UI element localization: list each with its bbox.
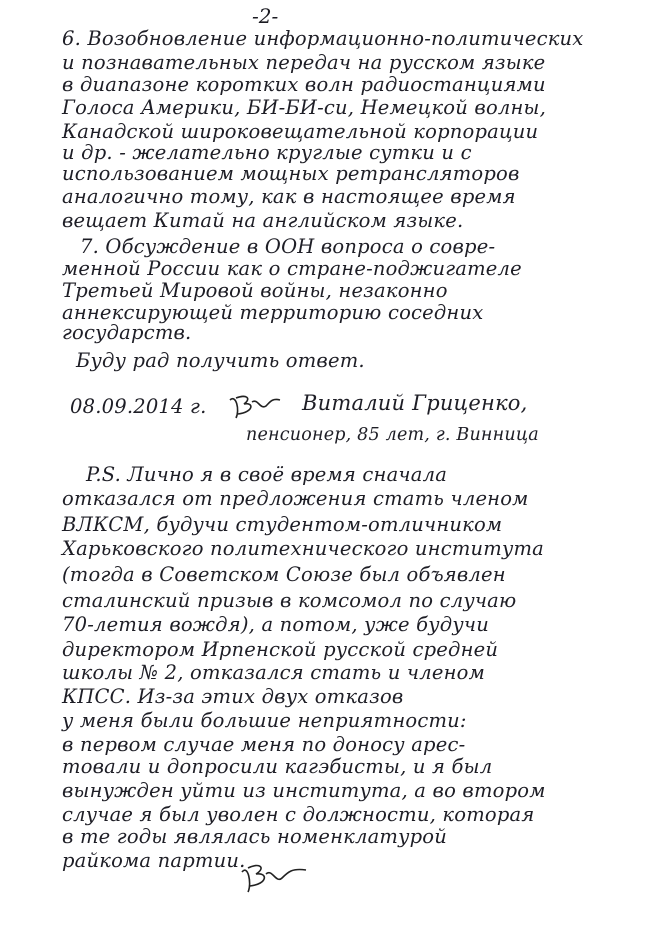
closing-line: Буду рад получить ответ. <box>76 349 365 372</box>
item-6-line: вещает Китай на английском языке. <box>62 209 464 232</box>
signature-bottom <box>236 856 310 896</box>
item-6-line: 6. Возобновление информационно-политических <box>62 27 584 50</box>
item-6-line: Канадской широковещательной корпорации <box>62 120 539 143</box>
item-7-line: Третьей Мировой войны, незаконно <box>62 279 448 302</box>
postscript-line: P.S. Лично я в своё время сначала <box>86 463 448 486</box>
author-name: Виталий Гриценко, <box>302 391 528 415</box>
postscript-line: (тогда в Советском Союзе был объявлен <box>62 563 506 586</box>
postscript-line: товали и допросили кагэбисты, и я был <box>62 755 493 778</box>
postscript-line: Харьковского политехнического института <box>62 537 545 560</box>
item-7-line: государств. <box>62 321 192 344</box>
postscript-line: школы № 2, отказался стать и членом <box>62 661 485 684</box>
item-6-line: Голоса Америки, БИ-БИ-си, Немецкой волны, <box>62 96 547 119</box>
postscript-line: отказался от предложения стать членом <box>62 487 529 510</box>
item-6-line: и др. - желательно круглые сутки и с <box>62 141 472 164</box>
postscript-line: КПСС. Из-за этих двух отказов <box>62 685 404 708</box>
item-6-line: аналогично тому, как в настоящее время <box>62 185 516 208</box>
item-7-line: аннексирующей территорию соседних <box>62 301 484 324</box>
postscript-line: в первом случае меня по доносу арес- <box>62 733 466 756</box>
postscript-line: директором Ирпенской русской средней <box>62 638 499 661</box>
item-7-line: менной России как о стране-поджигателе <box>62 257 522 280</box>
postscript-line: 70-летия вождя), а потом, уже будучи <box>62 613 489 636</box>
postscript-line: в те годы являлась номенклатурой <box>62 825 447 848</box>
item-6-line: в диапазоне коротких волн радиостанциями <box>62 73 546 96</box>
letter-date: 08.09.2014 г. <box>70 395 207 418</box>
postscript-line: вынужден уйти из института, а во втором <box>62 779 546 802</box>
postscript-line: ВЛКСМ, будучи студентом-отличником <box>62 513 503 536</box>
item-6-line: и познавательных передач на русском языке <box>62 51 546 74</box>
signature-top <box>226 388 286 422</box>
item-6-line: использованием мощных ретрансляторов <box>62 162 520 185</box>
postscript-line: случае я был уволен с должности, которая <box>62 803 535 826</box>
author-info: пенсионер, 85 лет, г. Винница <box>246 425 539 445</box>
postscript-line: сталинский призыв в комсомол по случаю <box>62 589 517 612</box>
postscript-line: райкома партии. <box>62 849 246 872</box>
page-number: -2- <box>252 4 279 28</box>
item-7-line: 7. Обсуждение в ООН вопроса о совре- <box>80 235 496 258</box>
postscript-line: у меня были большие неприятности: <box>62 709 467 732</box>
